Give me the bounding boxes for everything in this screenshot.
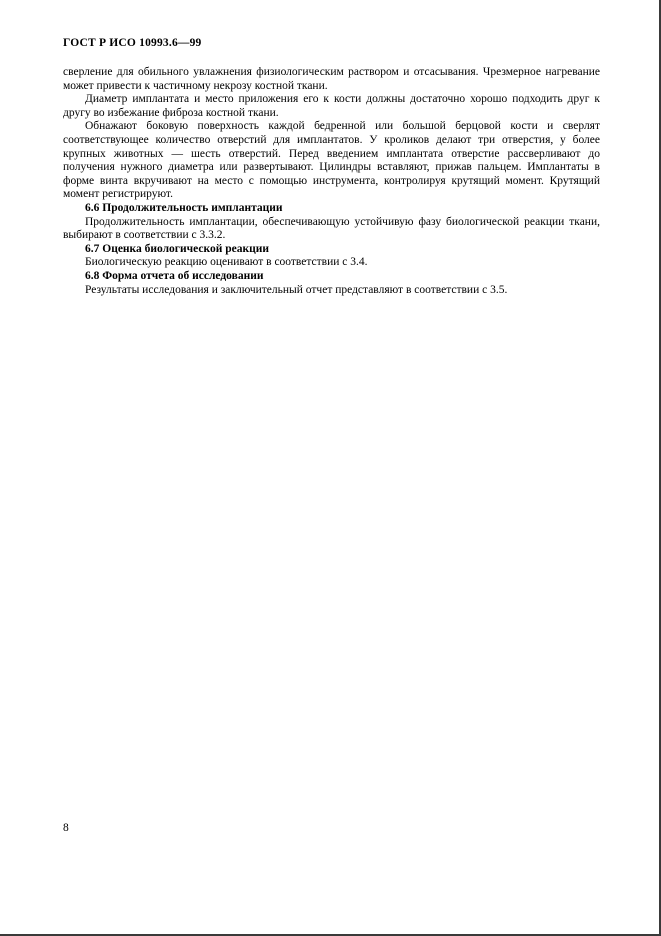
paragraph: Биологическую реакцию оценивают в соответствии с 3.4. (85, 256, 368, 269)
paragraph: Обнажают боковую поверхность каждой бедренной или большой берцовой кости и сверлят соответствующее количество отверстий для имплантатов. У кроликов делают три отверстия, у более крупных животных — шесть отверстий. Перед введением имплантата отверстие рассверливают до получения нужного диаметра или развертывают. Цилиндры вставляют, прижав пальцем. Имплантаты в форме винта вкручивают на место с помощью инструмента, контролируя крутящий момент. Крутящий момент регистрируют. (63, 120, 600, 201)
paragraph: Диаметр имплантата и место приложения его к кости должны достаточно хорошо подходить друг к другу во избежание фиброза костной ткани. (63, 93, 600, 119)
paragraph: Результаты исследования и заключительный отчет представляют в соответствии с 3.5. (85, 283, 508, 296)
section-heading-6-7: 6.7 Оценка биологической реакции (85, 242, 269, 255)
paragraph-continuation: сверление для обильного увлажнения физиологическим раствором и отсасывания. Чрезмерное нагревание может привести к частичному некрозу костной ткани. (63, 66, 600, 92)
page-number: 8 (63, 822, 69, 834)
document-body (63, 66, 600, 297)
paragraph: Продолжительность имплантации, обеспечивающую устойчивую фазу биологической реакции ткани, выбирают в соответствии с 3.3.2. (63, 215, 600, 242)
section-heading-6-6: 6.6 Продолжительность имплантации (85, 201, 283, 214)
section-heading-6-8: 6.8 Форма отчета об исследовании (85, 269, 264, 282)
document-header: ГОСТ Р ИСО 10993.6—99 (63, 37, 202, 49)
